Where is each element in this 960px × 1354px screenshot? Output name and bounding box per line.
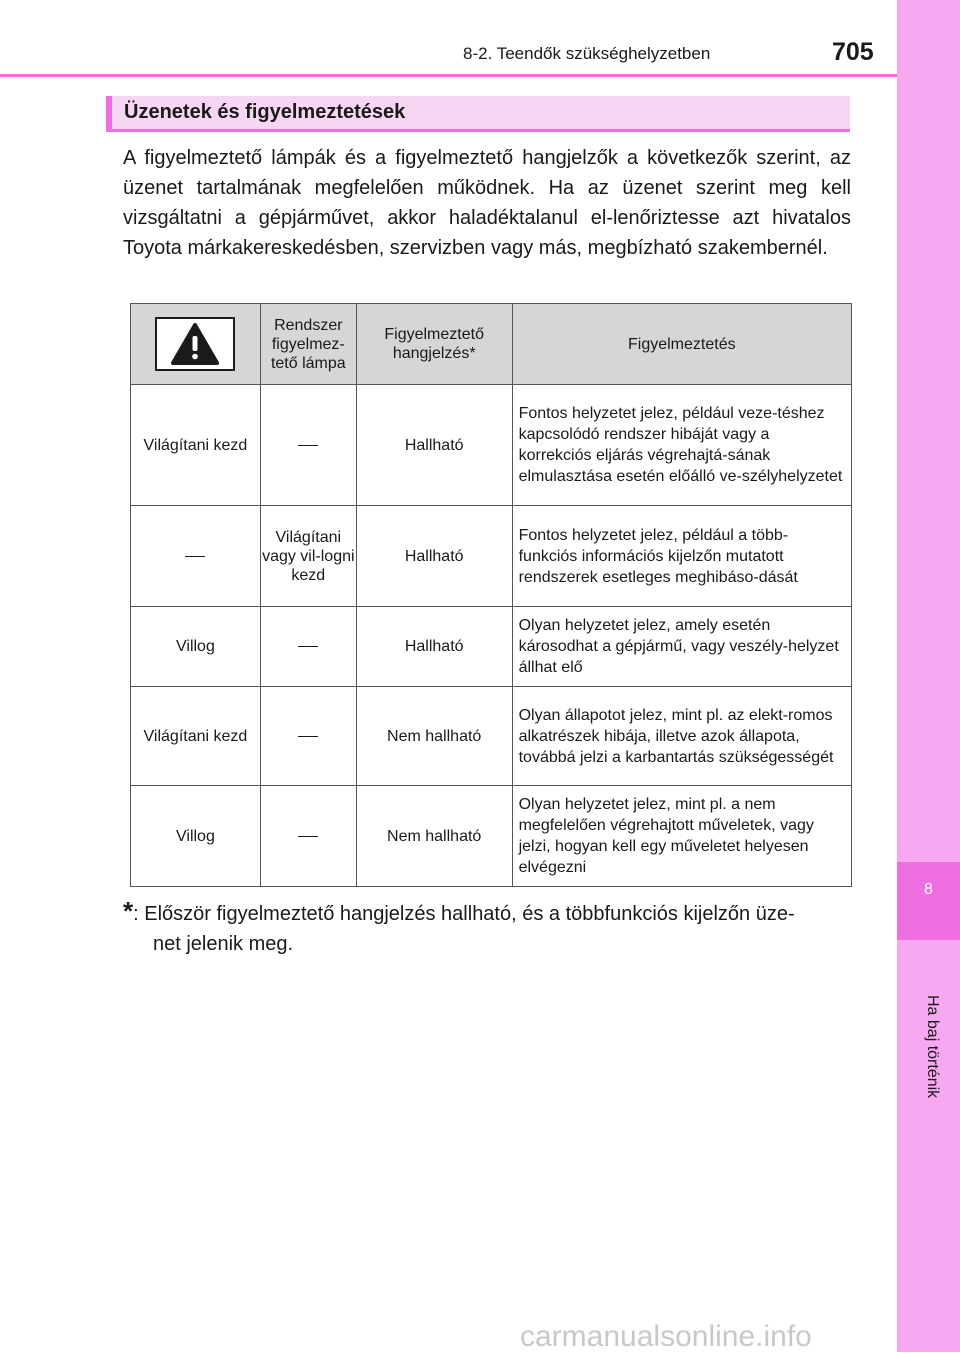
dash-mark xyxy=(298,445,318,446)
warning-triangle-icon xyxy=(155,317,235,371)
table-row xyxy=(131,506,852,607)
warning-cell: Olyan helyzetet jelez, amely esetén károsodhat a gépjármű, vagy veszély-helyzet állhat elő xyxy=(512,607,851,687)
warning-cell: Olyan helyzetet jelez, mint pl. a nem megfelelően végrehajtott műveletek, vagy jelzi, hogyan kell egy műveletet helyesen elvégezni xyxy=(512,786,851,887)
lamp-cell xyxy=(260,786,356,887)
footnote xyxy=(123,896,855,959)
header-message-icon-cell xyxy=(131,304,261,385)
message-cell: Villog xyxy=(131,607,261,687)
section-title: 8-2. Teendők szükséghelyzetben xyxy=(463,44,711,63)
buzzer-cell: Nem hallható xyxy=(356,786,512,887)
table-row xyxy=(131,607,852,687)
dash-mark xyxy=(298,836,318,837)
header-rule xyxy=(0,74,897,77)
lamp-cell: Világítani vagy vil-logni kezd xyxy=(260,506,356,607)
message-cell xyxy=(131,506,261,607)
heading-accent-bar xyxy=(106,96,112,129)
buzzer-cell: Hallható xyxy=(356,506,512,607)
dash-mark xyxy=(185,556,205,557)
warning-cell: Olyan állapotot jelez, mint pl. az elekt-romos alkatrészek hibája, illetve azok állapota, továbbá jelzi a karbantartás szükségességét xyxy=(512,687,851,786)
table-row xyxy=(131,385,852,506)
footnote-marker: * xyxy=(123,896,134,926)
dash-mark xyxy=(298,736,318,737)
buzzer-cell: Nem hallható xyxy=(356,687,512,786)
watermark: carmanualsonline.info xyxy=(520,1320,812,1353)
heading-underline xyxy=(106,129,850,132)
warning-cell: Fontos helyzetet jelez, például a több-funkciós információs kijelzőn mutatott rendszerek esetleges meghibáso-dását xyxy=(512,506,851,607)
footnote-text-line1: : Először figyelmeztető hangjelzés hallható, és a többfunkciós kijelzőn üze- xyxy=(133,903,795,925)
header-buzzer: Figyelmeztető hangjelzés* xyxy=(356,304,512,385)
lamp-cell xyxy=(260,385,356,506)
buzzer-cell: Hallható xyxy=(356,385,512,506)
dash-mark xyxy=(298,646,318,647)
message-cell: Világítani kezd xyxy=(131,385,261,506)
lamp-cell xyxy=(260,687,356,786)
section-heading: Üzenetek és figyelmeztetések xyxy=(124,101,406,123)
table-row xyxy=(131,786,852,887)
message-cell: Villog xyxy=(131,786,261,887)
chapter-side-tab xyxy=(897,0,960,1352)
buzzer-cell: Hallható xyxy=(356,607,512,687)
table-header-row xyxy=(131,304,852,385)
warning-cell: Fontos helyzetet jelez, például veze-téshez kapcsolódó rendszer hibáját vagy a korrekciós eljárás végrehajtá-sának elmulasztása esetén előálló ve-szélyhelyzetet xyxy=(512,385,851,506)
header-warning: Figyelmeztetés xyxy=(512,304,851,385)
header-lamp: Rendszer figyelmez-tető lámpa xyxy=(260,304,356,385)
warning-table xyxy=(130,303,852,887)
message-cell: Világítani kezd xyxy=(131,687,261,786)
intro-paragraph: A figyelmeztető lámpák és a figyelmeztető hangjelzők a következők szerint, az üzenet tartalmának megfelelően működnek. Ha az üzenet szerint meg kell vizsgáltatni a gépjárművet, akkor haladéktalanul el-lenőriztesse azt hivatalos Toyota márkakereskedésben, szervizben vagy más, megbízható szakembernél. xyxy=(123,147,851,259)
chapter-number: 8 xyxy=(924,881,933,898)
page-number: 705 xyxy=(832,38,874,66)
table-row xyxy=(131,687,852,786)
lamp-cell xyxy=(260,607,356,687)
footnote-text-line2: net jelenik meg. xyxy=(153,933,294,955)
chapter-title: Ha baj történik xyxy=(924,995,941,1099)
chapter-number-block xyxy=(897,862,960,940)
